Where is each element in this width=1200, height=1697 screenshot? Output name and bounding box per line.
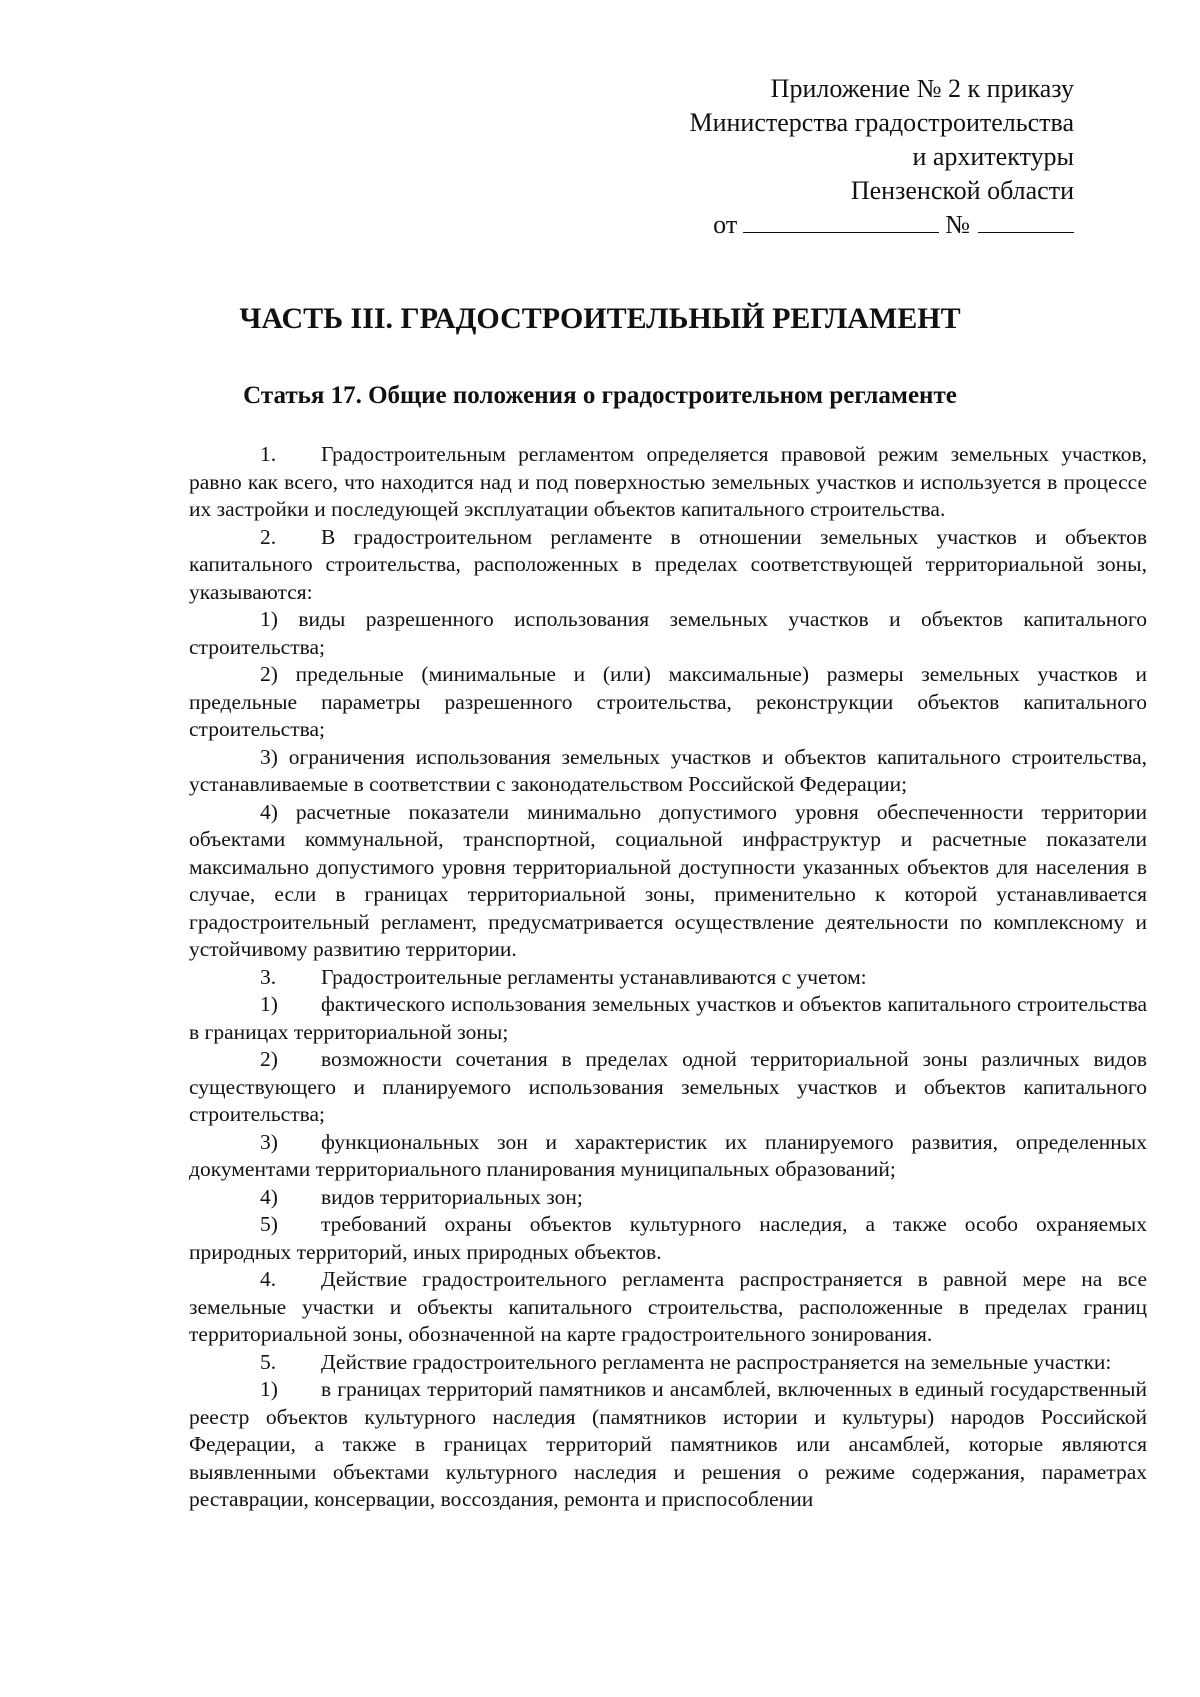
list-item-text: функциональных зон и характеристик их планируемого развития, определенных документами территориального планирования муниципальных образований; bbox=[189, 1129, 1147, 1181]
paragraph-number: 4. bbox=[260, 1267, 277, 1291]
paragraph bbox=[189, 964, 1147, 992]
paragraph bbox=[189, 1349, 1147, 1377]
appendix-header bbox=[514, 72, 1074, 242]
list-item-text: требований охраны объектов культурного наследия, а также особо охраняемых природных территорий, иных природных объектов. bbox=[189, 1212, 1147, 1264]
list-item bbox=[189, 1376, 1147, 1514]
list-item-text: возможности сочетания в пределах одной территориальной зоны различных видов существующего и планируемого использования земельных участков и объектов капитального строительства; bbox=[189, 1047, 1147, 1126]
list-item bbox=[189, 1184, 1147, 1212]
list-item bbox=[189, 744, 1147, 799]
paragraph-text: Действие градостроительного регламента распространяется в равной мере на все земельные участки и объекты капитального строительства, расположенные в пределах границ территориальной зоны, обозначенной на карте градостроительного зонирования. bbox=[189, 1267, 1147, 1346]
list-item-text: в границах территорий памятников и ансамблей, включенных в единый государственный реестр объектов культурного наследия (памятников истории и культуры) народов Российской Федерации, а также в границах территорий памятников или ансамблей, которые являются выявленными объектами культурного наследия и решения о режиме содержания, параметрах реставрации, консервации, воссоздания, ремонта и приспособлении bbox=[189, 1377, 1147, 1511]
paragraph-number: 1. bbox=[260, 442, 277, 466]
date-blank bbox=[743, 210, 939, 233]
paragraph bbox=[189, 524, 1147, 607]
paragraph bbox=[189, 441, 1147, 524]
paragraph-text: Градостроительные регламенты устанавливаются с учетом: bbox=[321, 964, 867, 989]
list-item-text: 2) предельные (минимальные и (или) максимальные) размеры земельных участков и предельные параметры разрешенного строительства, реконструкции объектов капитального строительства; bbox=[189, 662, 1147, 741]
list-item bbox=[189, 1046, 1147, 1129]
article-body bbox=[189, 441, 1147, 1514]
list-item-text: 4) расчетные показатели минимально допустимого уровня обеспеченности территории объектами коммунальной, транспортной, социальной инфраструктур и расчетные показатели максимально допустимого уровня территориальной доступности указанных объектов для населения в случае, если в границах территориальной зоны, применительно к которой устанавливается градостроительный регламент, предусматривается осуществление деятельности по комплексному и устойчивому развитию территории. bbox=[189, 799, 1147, 961]
list-item-number: 1) bbox=[260, 992, 278, 1016]
list-item-number: 1) bbox=[260, 1377, 278, 1401]
paragraph-text: Градостроительным регламентом определяется правовой режим земельных участков, равно как всего, что находится над и под поверхностью земельных участков и используется в процессе их застройки и последующей эксплуатации объектов капитального строительства. bbox=[189, 442, 1147, 521]
paragraph bbox=[189, 1266, 1147, 1349]
list-item-text: 1) виды разрешенного использования земельных участков и объектов капитального строительства; bbox=[189, 607, 1147, 659]
list-item-number: 5) bbox=[260, 1212, 278, 1236]
appendix-line-2: Министерства градостроительства bbox=[689, 108, 1074, 137]
list-item bbox=[189, 606, 1147, 661]
list-item-text: 3) ограничения использования земельных участков и объектов капитального строительства, устанавливаемые в соответствии с законодательством Российской Федерации; bbox=[189, 744, 1147, 796]
list-item-text: видов территориальных зон; bbox=[321, 1184, 583, 1209]
list-item-text: фактического использования земельных участков и объектов капитального строительства в границах территориальной зоны; bbox=[189, 992, 1147, 1044]
paragraph-text: Действие градостроительного регламента не распространяется на земельные участки: bbox=[321, 1349, 1112, 1374]
appendix-date-number-line bbox=[514, 208, 1074, 242]
from-label: от bbox=[713, 210, 738, 239]
list-item bbox=[189, 799, 1147, 964]
paragraph-text: В градостроительном регламенте в отношении земельных участков и объектов капитального строительства, расположенных в пределах соответствующей территориальной зоны, указываются: bbox=[189, 524, 1147, 604]
number-label: № bbox=[945, 210, 970, 239]
list-item-number: 3) bbox=[260, 1129, 278, 1154]
paragraph-number: 3. bbox=[260, 964, 277, 989]
list-item-number: 4) bbox=[260, 1184, 278, 1209]
list-item-number: 2) bbox=[260, 1047, 278, 1071]
article-title: Статья 17. Общие положения о градостроительном регламенте bbox=[243, 382, 957, 409]
number-blank bbox=[978, 210, 1074, 233]
list-item bbox=[189, 661, 1147, 744]
appendix-line-3: и архитектуры bbox=[912, 142, 1074, 171]
appendix-line-4: Пензенской области bbox=[850, 176, 1074, 205]
paragraph-number: 5. bbox=[260, 1349, 277, 1374]
list-item bbox=[189, 1129, 1147, 1184]
paragraph-number: 2. bbox=[260, 524, 277, 549]
part-title: ЧАСТЬ III. ГРАДОСТРОИТЕЛЬНЫЙ РЕГЛАМЕНТ bbox=[239, 302, 961, 335]
list-item bbox=[189, 1211, 1147, 1266]
list-item bbox=[189, 991, 1147, 1046]
appendix-line-1: Приложение № 2 к приказу bbox=[770, 74, 1074, 103]
